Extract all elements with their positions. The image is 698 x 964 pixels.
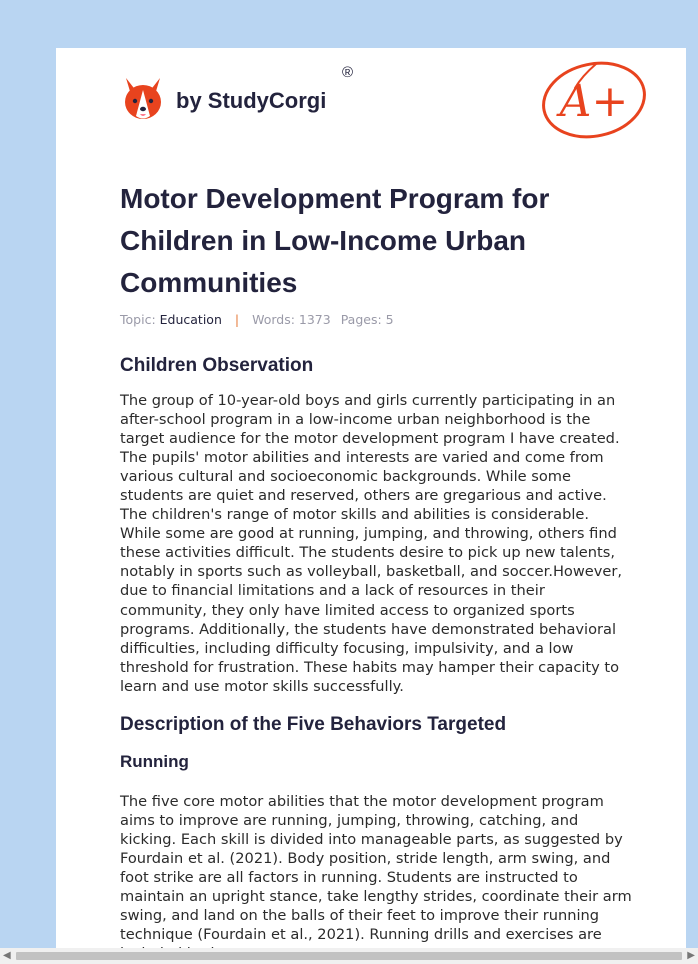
- grade-text: A+: [559, 76, 629, 127]
- document-page: [56, 48, 686, 948]
- essay-meta: [120, 312, 394, 327]
- topic-link[interactable]: Education: [159, 312, 222, 327]
- section-heading-description: Description of the Five Behaviors Targeted: [120, 714, 507, 735]
- horizontal-scrollbar[interactable]: [0, 948, 698, 964]
- registered-mark: ®: [342, 64, 354, 81]
- word-count: Words: 1373: [252, 312, 331, 327]
- meta-separator: |: [234, 312, 240, 327]
- studycorgi-logo[interactable]: [122, 76, 326, 122]
- paragraph-running: The five core motor abilities that the motor development program aims to improve are running, jumping, throwing, catching, and kicking. Each skill is divided into manageable parts, as suggested by Fourdain et al. (2021). Body position, stride length, arm swing, and foot strike are all factors in running. Students are instructed to maintain an upright stance, take lengthy strides, coordinate their arm swing, and land on the balls of their feet to improve their running technique (Fourdain et al., 2021). Running drills and exercises are: [120, 793, 632, 944]
- corgi-logo-icon: [122, 76, 164, 122]
- scroll-left-icon[interactable]: ◀: [3, 950, 11, 961]
- page-title: Motor Development Program for Children in Low-Income Urban Communities: [120, 183, 550, 298]
- a-plus-grade-icon: [538, 58, 650, 142]
- topic-label: Topic:: [120, 312, 156, 327]
- scroll-right-icon[interactable]: ▶: [687, 950, 695, 961]
- scrollbar-thumb[interactable]: [16, 952, 682, 960]
- paragraph-observation: The group of 10-year-old boys and girls currently participating in an after-school program in a low-income urban neighborhood is the target audience for the motor development program I have created. The pupils' motor abilities and interests are varied and come from various cultural and socioeconomic backgrounds. While some students are quiet and reserved, others are gregarious and active. The children's range of motor skills and abilities is considerable. While some are good at running, jumping, and throwing, others find these activities difficult. The students desire to pick up new talents, notably in sports such as volleyball, basketball, and soccer.However, due to financial limitations and a lack of resources in their community, they only have limited access to organized sports programs. Additionally, the students have demonstrated behavioral difficulties, including difficulty focusing, impulsivity, and a low threshold for frustration. These habits may hamper their capacity to learn and use motor skills successfully.: [120, 392, 623, 695]
- brand-name: by StudyCorgi: [176, 88, 327, 113]
- section-heading-observation: Children Observation: [120, 355, 314, 376]
- grade-badge: [538, 58, 650, 146]
- subheading-running: Running: [120, 752, 189, 771]
- page-count: Pages: 5: [340, 312, 394, 327]
